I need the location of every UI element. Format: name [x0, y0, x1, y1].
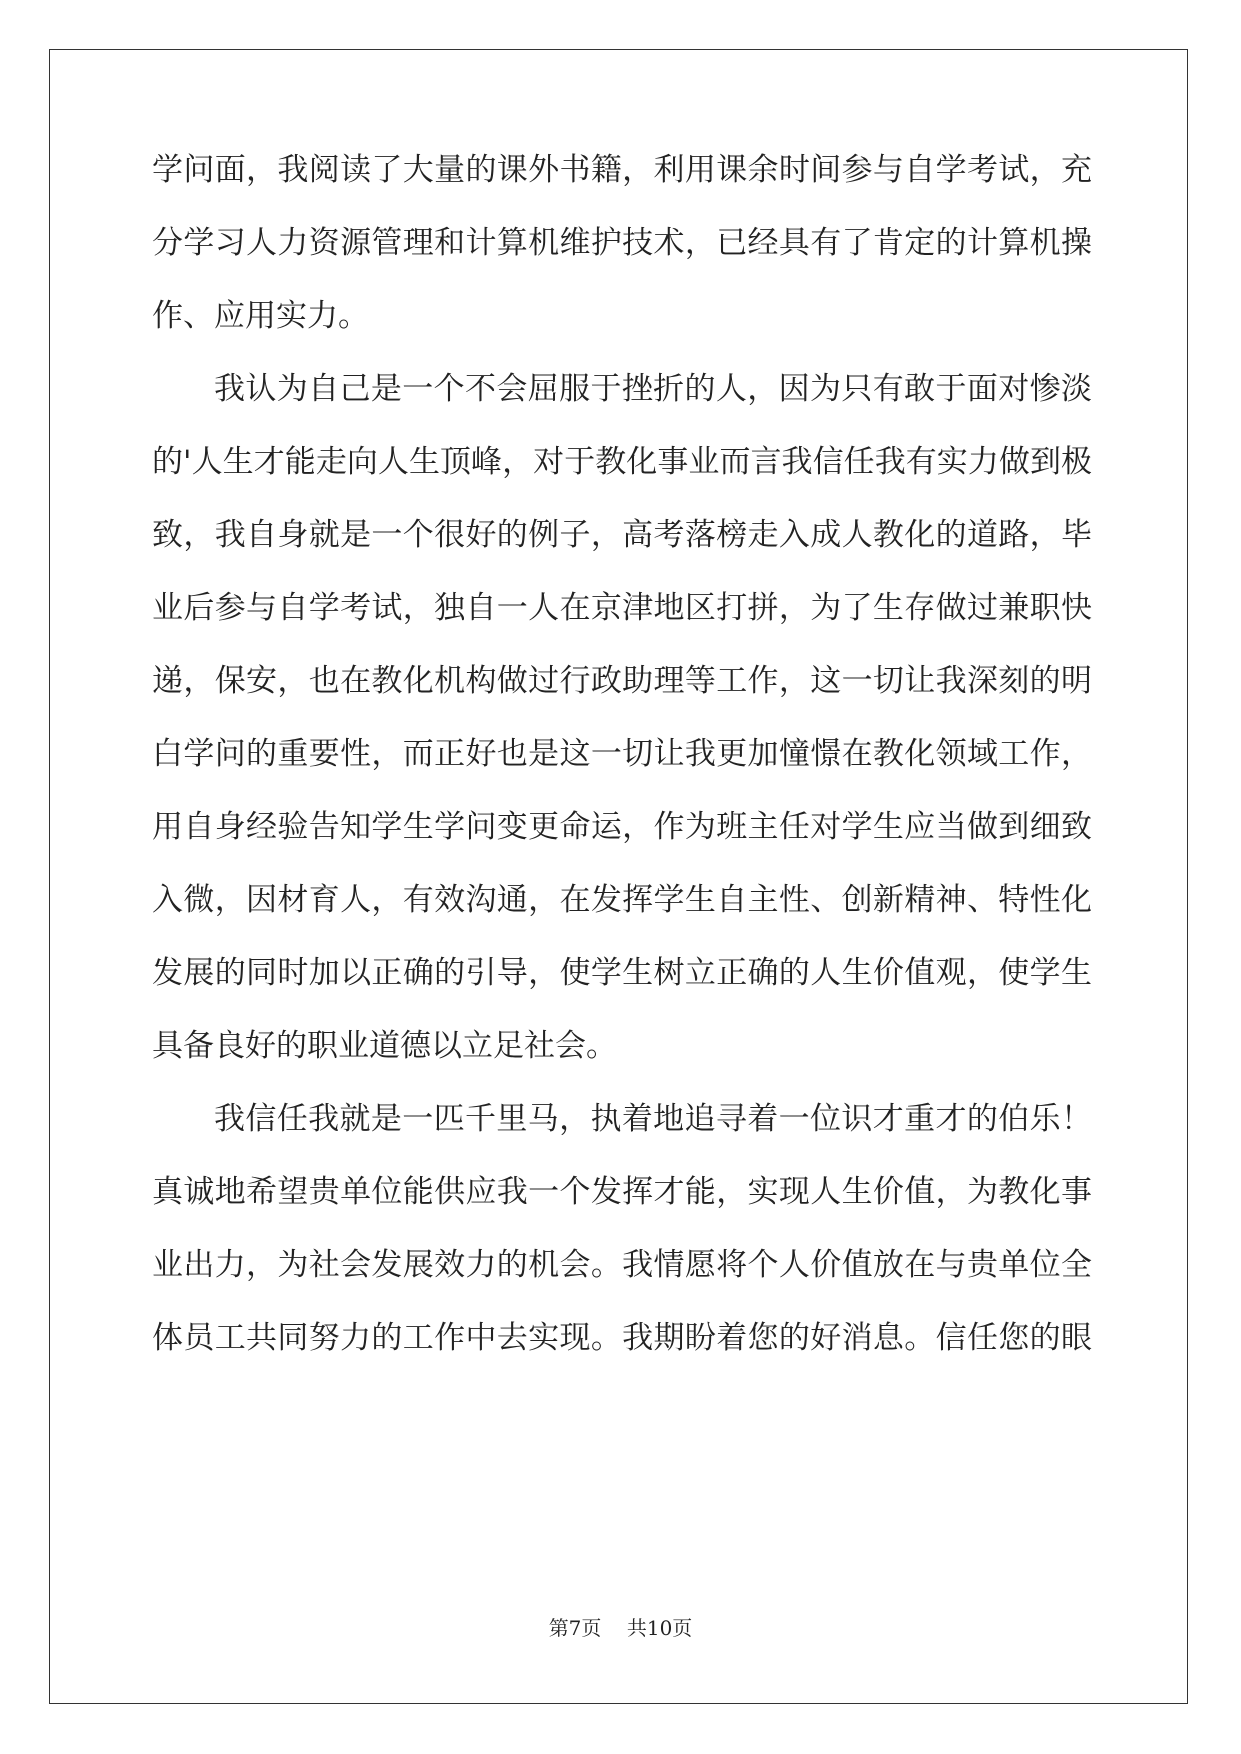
text-line: 致，我自身就是一个很好的例子，高考落榜走入成人教化的道路，毕 — [152, 517, 1092, 553]
page-footer — [0, 1612, 1241, 1641]
text-line: 我信任我就是一匹千里马，执着地追寻着一位识才重才的伯乐！ — [214, 1101, 1092, 1137]
text-line: 发展的同时加以正确的引导，使学生树立正确的人生价值观，使学生 — [152, 955, 1092, 991]
text-line: 分学习人力资源管理和计算机维护技术，已经具有了肯定的计算机操 — [152, 225, 1092, 261]
text-line: 学问面，我阅读了大量的课外书籍，利用课余时间参与自学考试，充 — [152, 152, 1092, 188]
text-line: 用自身经验告知学生学问变更命运，作为班主任对学生应当做到细致 — [152, 809, 1092, 845]
text-line: 业后参与自学考试，独自一人在京津地区打拼，为了生存做过兼职快 — [152, 590, 1092, 626]
text-line: 入微，因材育人，有效沟通，在发挥学生自主性、创新精神、特性化 — [152, 882, 1092, 918]
text-line: 具备良好的职业道德以立足社会。 — [152, 1028, 617, 1064]
page-number: 第7页 — [548, 1616, 602, 1640]
text-line: 业出力，为社会发展效力的机会。我情愿将个人价值放在与贵单位全 — [152, 1247, 1092, 1283]
text-line: 真诚地希望贵单位能供应我一个发挥才能，实现人生价值，为教化事 — [152, 1174, 1092, 1210]
text-line: 体员工共同努力的工作中去实现。我期盼着您的好消息。信任您的眼 — [152, 1320, 1092, 1356]
text-line: 白学问的重要性，而正好也是这一切让我更加憧憬在教化领域工作， — [152, 736, 1092, 772]
text-line: 的'人生才能走向人生顶峰，对于教化事业而言我信任我有实力做到极 — [152, 444, 1092, 480]
text-line: 递，保安，也在教化机构做过行政助理等工作，这一切让我深刻的明 — [152, 663, 1092, 699]
text-line: 作、应用实力。 — [152, 298, 369, 334]
text-line: 我认为自己是一个不会屈服于挫折的人，因为只有敢于面对惨淡 — [214, 371, 1092, 407]
page-total: 共10页 — [626, 1616, 693, 1640]
